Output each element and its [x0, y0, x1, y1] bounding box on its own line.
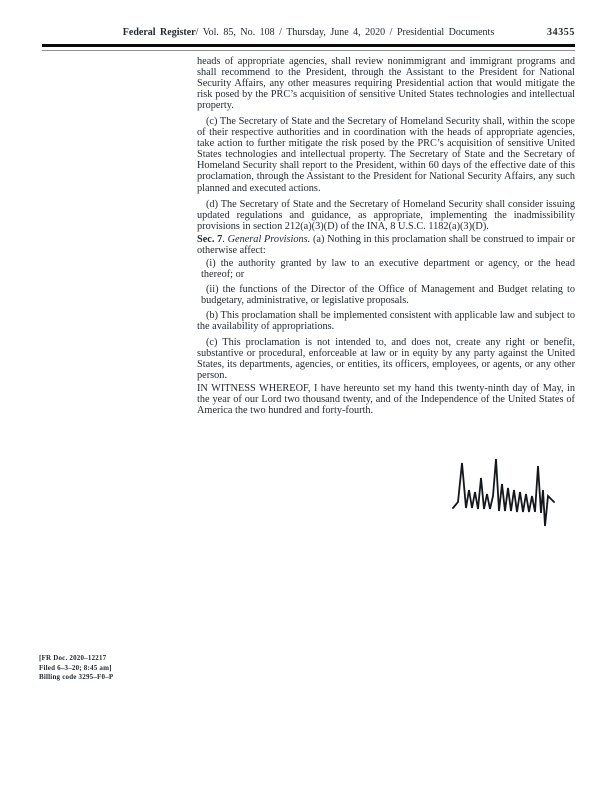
sec7-title: General Provisions. [227, 233, 311, 245]
running-head [42, 27, 575, 39]
paragraph-sec7 [197, 234, 575, 256]
paragraph-romanette-i: (i) the authority granted by law to an executive department or agency, or the head thereof; or [201, 257, 575, 280]
paragraph-witness: IN WITNESS WHEREOF, I have hereunto set my hand this twenty-ninth day of May, in the year of our Lord two thousand twenty, and of the Independence of the United States of America the two hundred and forty-fourth. [197, 383, 575, 417]
paragraph-continuation: heads of appropriate agencies, shall review nonimmigrant and immigrant programs and shall recommend to the President, through the Assistant to the President for National Security Affairs, any other measures requiring Presidential action that would mitigate the risk posed by the PRC’s acquisition of sensitive United States technologies and intellectual property. [197, 56, 575, 112]
presidential-signature [450, 456, 562, 530]
header-rule-dark [42, 44, 575, 47]
paragraph-c1: (c) The Secretary of State and the Secretary of Homeland Security shall, within the scope of their respective authorities and in coordination with the heads of appropriate agencies, take action to further mitigate the risk posed by the PRC’s acquisition of sensitive United States technologies and intellectual property. The Secretary of State and the Secretary of Homeland Security shall report to the President, within 60 days of the effective date of this proclamation, through the Assistant to the President for National Security Affairs, any such planned and executed actions. [197, 116, 575, 194]
paragraph-c2: (c) This proclamation is not intended to, and does not, create any right or benefit, substantive or procedural, enforceable at law or in equity by any party against the United States, its departments, agencies, or entities, its officers, employees, or agents, or any other person. [197, 337, 575, 382]
document-body [197, 56, 575, 421]
paragraph-b: (b) This proclamation shall be implemented consistent with applicable law and subject to the availability of appropriations. [197, 309, 575, 333]
fr-doc-line: [FR Doc. 2020–12217 [39, 654, 107, 662]
filing-notes [39, 654, 113, 683]
page-number: 34355 [547, 27, 575, 38]
header-rule-light [42, 50, 575, 52]
trump-signature-icon [450, 456, 562, 530]
journal-name: Federal Register [122, 27, 196, 38]
sec7-dot: . [222, 233, 228, 245]
citation: / Vol. 85, No. 108 / Thursday, June 4, 2020 / Presidential Documents [195, 27, 495, 38]
sec7-rest: (a) Nothing in this proclamation shall be construed to impair or otherwise affect: [197, 233, 575, 256]
sec7-label: Sec. 7 [197, 233, 223, 245]
billing-code-line: Billing code 3295–F0–P [39, 673, 114, 681]
paragraph-romanette-ii: (ii) the functions of the Director of the Office of Management and Budget relating to budgetary, administrative, or legislative proposals. [201, 283, 575, 306]
paragraph-d: (d) The Secretary of State and the Secretary of Homeland Security shall consider issuing updated regulations and guidance, as appropriate, implementing the inadmissibility provisions in section 212(a)(3)(D) of the INA, 8 U.S.C. 1182(a)(3)(D). [197, 198, 575, 232]
filed-line: Filed 6–3–20; 8:45 am] [39, 663, 112, 672]
